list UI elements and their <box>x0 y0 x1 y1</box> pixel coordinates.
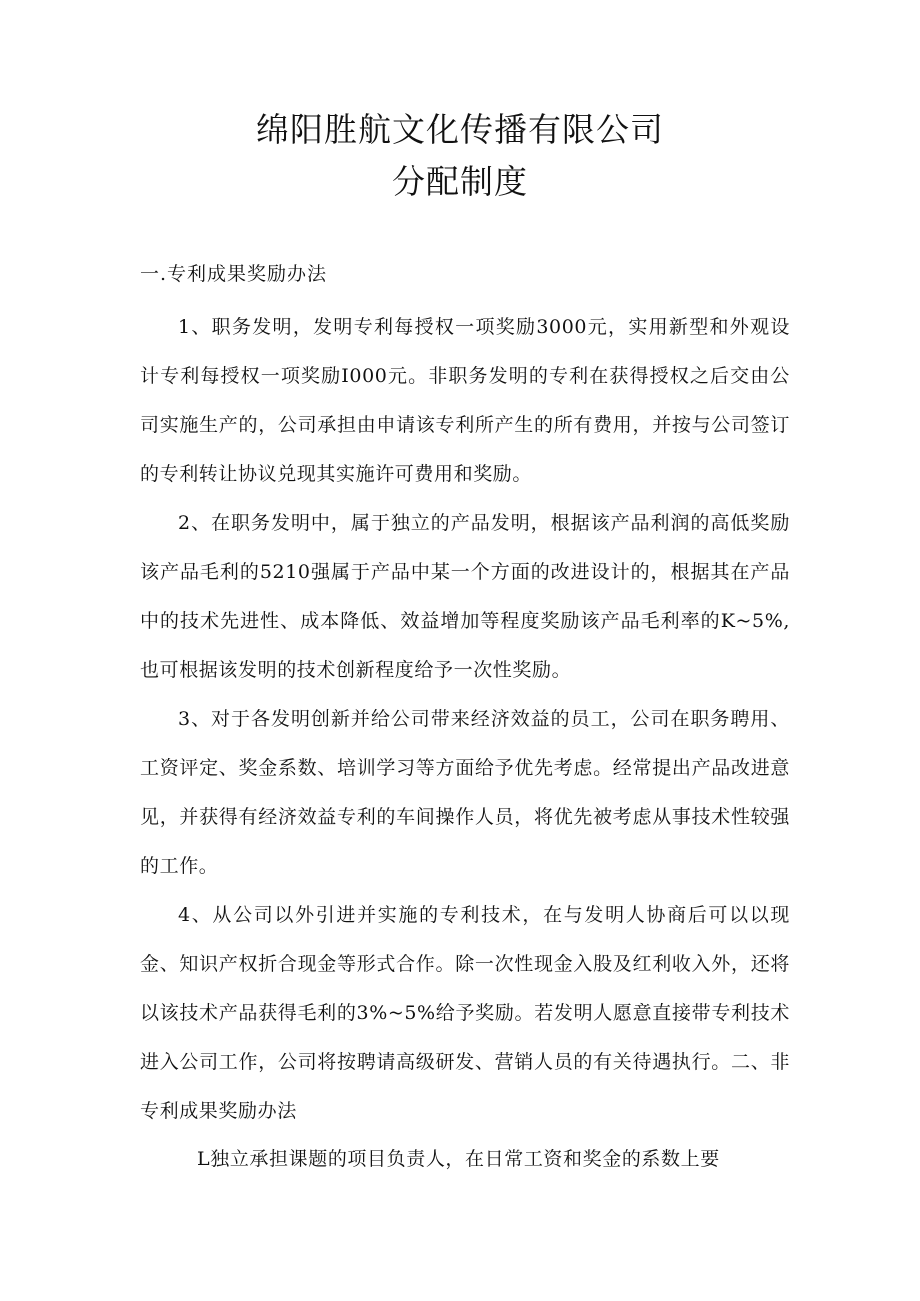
paragraph-5: L独立承担课题的项目负责人，在日常工资和奖金的系数上要 <box>197 1148 720 1170</box>
paragraph-4: 4、从公司以外引进并实施的专利技术，在与发明人协商后可以以现金、知识产权折合现金等形式合作。除一次性现金入股及红利收入外，还将以该技术产品获得毛利的3%~5%给予奖励。若发明人愿意直接带专利技术进入公司工作，公司将按聘请高级研发、营销人员的有关待遇执行。二、非专利成果奖励办法 <box>140 904 790 1122</box>
company-title: 绵阳胜航文化传播有限公司 <box>256 110 664 149</box>
paragraph-3: 3、对于各发明创新并给公司带来经济效益的员工，公司在职务聘用、工资评定、奖金系数、培训学习等方面给予优先考虑。经常提出产品改进意见，并获得有经济效益专利的车间操作人员，将优先被考虑从事技术性较强的工作。 <box>140 708 790 877</box>
paragraph-2: 2、在职务发明中，属于独立的产品发明，根据该产品利润的高低奖励该产品毛利的5210强属于产品中某一个方面的改进设计的，根据其在产品中的技术先进性、成本降低、效益增加等程度奖励该产品毛利率的K~5%,也可根据该发明的技术创新程度给予一次性奖励。 <box>140 512 790 681</box>
document-title: 分配制度 <box>392 162 528 201</box>
section-heading: 一.专利成果奖励办法 <box>140 263 328 285</box>
paragraph-1: 1、职务发明，发明专利每授权一项奖励3000元，实用新型和外观设计专利每授权一项奖励I000元。非职务发明的专利在获得授权之后交由公司实施生产的，公司承担由申请该专利所产生的所有费用，并按与公司签订的专利转让协议兑现其实施许可费用和奖励。 <box>140 316 790 485</box>
